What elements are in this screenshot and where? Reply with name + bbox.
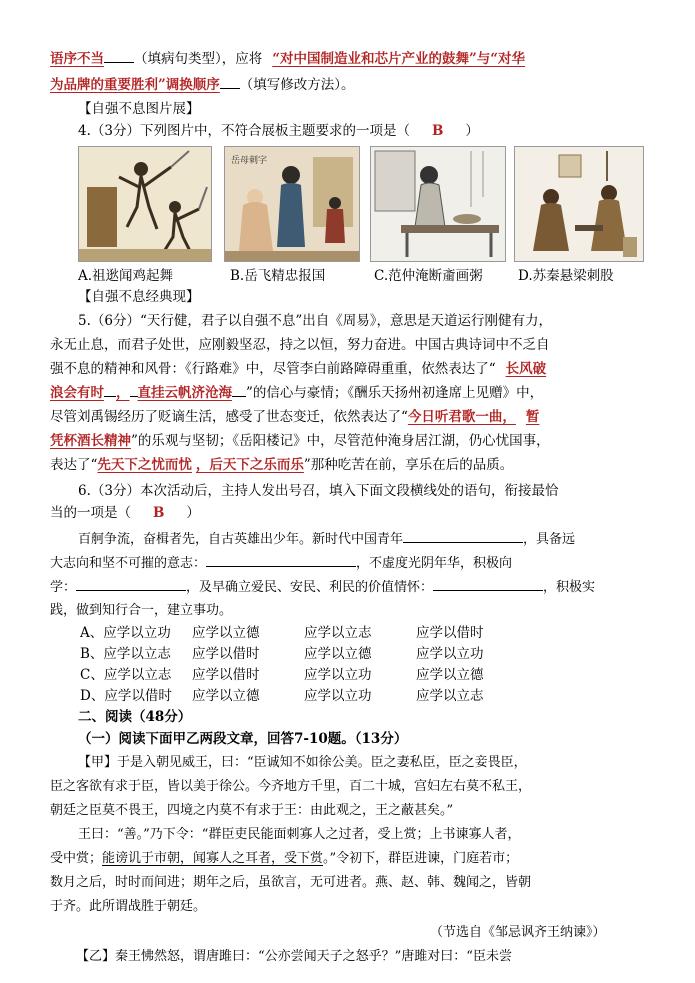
jia-line-7: 于齐。此所谓战胜于朝廷。 [50, 899, 207, 914]
q5-line-6: 凭杯酒长精神”的乐观与坚韧；《岳阳楼记》中，尽管范仲淹身居江湖，仍心忧国事， [50, 433, 550, 449]
answer-q5-1b: 浪会有时 [50, 385, 104, 401]
passage-line-1: 百舸争流，奋楫者先，自古英雄出少年。新时代中国青年 ，具备远 [78, 528, 575, 551]
q5-line-1: 5.（6分）“天行健，君子以自强不息”出自《周易》，意思是天道运行刚健有力， [78, 313, 553, 329]
passage-line-2: 大志向和坚不可摧的意志： ，不虚度光阴年华，积极向 [50, 552, 512, 575]
q5-line-3: 强不息的精神和风骨：《行路难》中，尽管李白前路障碍重重，依然表达了“ 长风破 [50, 361, 547, 377]
q6-line-1: 6.（3分）本次活动后，主持人发出号召，填入下面文段横线处的语句，衔接最恰 [78, 483, 559, 499]
image-caption-label: 岳母刺字 [231, 156, 268, 166]
scene-illustration-icon [225, 147, 359, 261]
answer-q5-5: 先天下之忧而忧 [97, 457, 192, 473]
line-2: 为品牌的重要胜利”调换顺序 （填写修改方法）。 [50, 74, 355, 96]
answer-q4: B [431, 123, 444, 139]
jia-line-1: 【甲】于是入朝见威王，曰：“臣诚知不如徐公美。臣之妻私臣，臣之妾畏臣， [78, 755, 527, 770]
caption-a: A.祖逖闻鸡起舞 [78, 268, 174, 284]
blank-4 [433, 576, 543, 591]
option-a: A、应学以立功 应学以立德 应学以立志 应学以借时 [80, 625, 484, 641]
passage-line-4: 践，做到知行合一，建立事功。 [50, 603, 233, 618]
jia-line-3: 朝廷之臣莫不畏王，四境之内莫不有求于王：由此观之，王之蔽甚矣。” [50, 803, 454, 818]
yi-line-1: 【乙】秦王怫然怒，谓唐雎曰：“公亦尝闻天子之怒乎？”唐雎对曰：“臣未尝 [76, 949, 512, 964]
jia-line-4: 王曰：“善。”乃下令：“群臣吏民能面刺寡人之过者，受上赏；上书谏寡人者， [78, 827, 521, 842]
option-c: C、应学以立志 应学以借时 应学以立功 应学以立德 [80, 667, 484, 683]
q6-line-2: 当的一项是（ B ） [50, 505, 200, 521]
q5-line-5: 尽管刘禹锡经历了贬谪生活，感受了世态变迁，依然表达了“今日听君歌一曲， 暂 [50, 409, 540, 425]
image-a-dancing-with-sword [78, 146, 212, 262]
answer-q5-4b: 凭杯酒长精神 [50, 433, 131, 449]
answer-q5-4a: 暂 [525, 409, 540, 425]
jia-line-5: 受中赏；能谤讥于市朝，闻寡人之耳者，受下赏。”令初下，群臣进谏，门庭若市； [50, 851, 519, 866]
section-classic: 【自强不息经典现】 [78, 289, 200, 305]
answer-q5-3: 今日听君歌一曲 [407, 409, 503, 425]
caption-c: C.范仲淹断齑画粥 [374, 268, 483, 284]
image-c-fan-zhongyan [370, 146, 506, 262]
q5-line-7: 表达了“先天下之忧而忧 ，后天下之乐而乐”那种吃苦在前，享乐在后的品质。 [50, 457, 514, 473]
question-4: 4.（3分）下列图片中，不符合展板主题要求的一项是（ B ） [78, 123, 479, 139]
answer-reorder-1: “对中国制造业和芯片产业的鼓舞”与“对华 [272, 51, 526, 67]
scene-illustration-icon [515, 147, 643, 261]
blank-3 [76, 576, 186, 591]
answer-q5-2: 直挂云帆济沧海 [137, 385, 232, 401]
answer-q5-6: 后天下之乐而乐 [209, 457, 304, 473]
image-b-yue-fei [224, 146, 360, 262]
caption-b: B.岳飞精忠报国 [230, 268, 326, 284]
q5-line-2: 永无止息，而君子处世，应刚毅坚忍，持之以恒，努力奋进。中国古典诗词中不乏自 [50, 337, 550, 353]
section-reading: 二、阅读（48分） [78, 709, 192, 725]
answer-sentence-type: 语序不当 [50, 51, 104, 67]
option-d: D、应学以借时 应学以立德 应学以立功 应学以立志 [80, 688, 484, 704]
answer-q6: B [153, 505, 165, 521]
line-1: 语序不当 （填病句类型），应将 “对中国制造业和芯片产业的鼓舞”与“对华 [50, 48, 525, 70]
scene-illustration-icon [371, 147, 505, 261]
section-reading-part1: （一）阅读下面甲乙两段文章，回答7-10题。（13分） [78, 731, 408, 747]
scene-illustration-icon [79, 147, 211, 261]
caption-d: D.苏秦悬梁刺股 [518, 268, 614, 284]
section-picture-exhibition: 【自强不息图片展】 [78, 101, 200, 117]
image-d-su-qin [514, 146, 644, 262]
underlined-sentence: 能谤讥于市朝，闻寡人之耳者，受下赏 [102, 851, 324, 866]
blank-1 [403, 528, 523, 543]
jia-line-6: 数月之后，时时而间进；期年之后，虽欲言，无可进者。燕、赵、韩、魏闻之，皆朝 [50, 875, 532, 890]
passage-line-3: 学： ，及早确立爱民、安民、利民的价值情怀： ，积极实 [50, 576, 595, 599]
jia-line-2: 臣之客欲有求于臣，皆以美于徐公。今齐地方千里，百二十城，宫妇左右莫不私王， [50, 779, 532, 794]
answer-q5-1a: 长风破 [505, 361, 547, 377]
blank-2 [206, 552, 356, 567]
answer-reorder-2: 为品牌的重要胜利”调换顺序 [50, 77, 220, 93]
q5-line-4: 浪会有时 ， 直挂云帆济沧海 ”的信心与豪情；《酬乐天扬州初逢席上见赠》中， [50, 382, 543, 404]
option-b: B、应学以立志 应学以借时 应学以立德 应学以立功 [80, 646, 484, 662]
jia-source: （节选自《邹忌讽齐王纳谏》） [430, 925, 606, 940]
